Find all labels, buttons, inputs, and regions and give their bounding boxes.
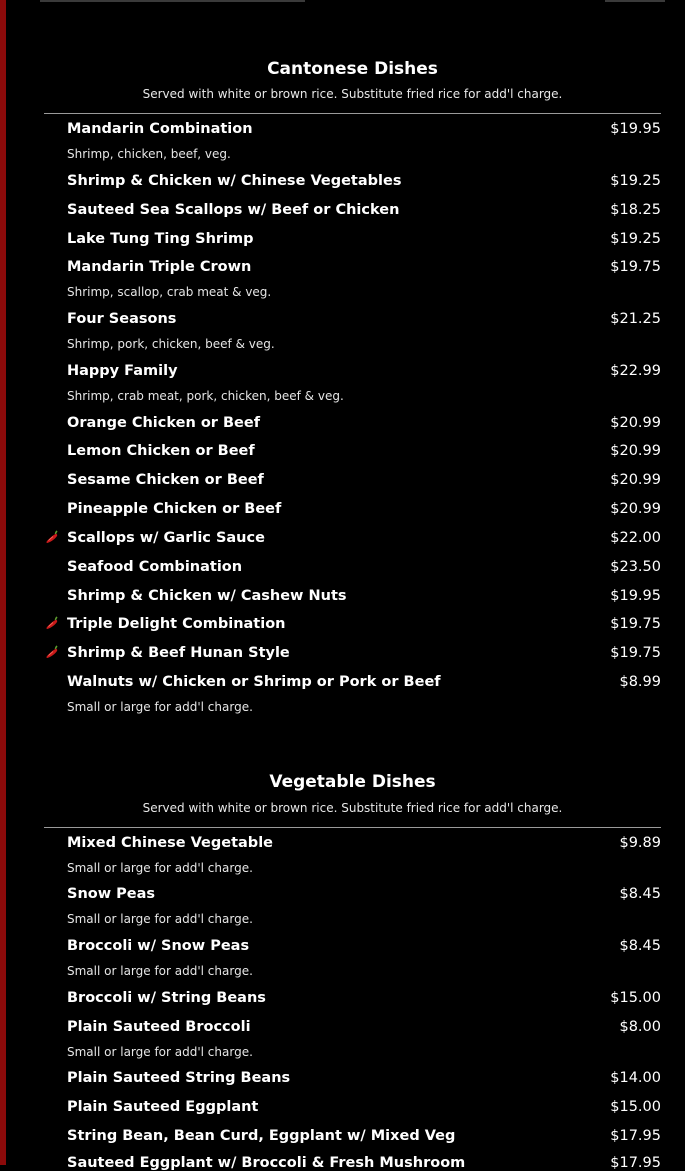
section-divider [44, 113, 661, 114]
item-price: $19.95 [610, 121, 661, 137]
item-price: $20.99 [610, 472, 661, 488]
item-price: $19.95 [610, 588, 661, 604]
item-description: Shrimp, crab meat, pork, chicken, beef & veg. [67, 389, 344, 403]
item-name: Four Seasons [67, 311, 177, 327]
item-name: Plain Sauteed String Beans [67, 1070, 291, 1086]
item-name: Mandarin Combination [67, 121, 253, 137]
item-name: Plain Sauteed Eggplant [67, 1099, 259, 1115]
item-name: Scallops w/ Garlic Sauce [67, 530, 265, 546]
item-price: $14.00 [610, 1070, 661, 1086]
item-name: Plain Sauteed Broccoli [67, 1019, 251, 1035]
section-title: Cantonese Dishes [267, 59, 438, 79]
item-name: Sesame Chicken or Beef [67, 472, 264, 488]
item-name: Shrimp & Chicken w/ Cashew Nuts [67, 588, 347, 604]
item-name: Triple Delight Combination [67, 616, 286, 632]
item-name: Sauteed Sea Scallops w/ Beef or Chicken [67, 202, 400, 218]
item-price: $19.75 [610, 645, 661, 661]
item-description: Small or large for add'l charge. [67, 1045, 253, 1059]
chili-pepper-icon [44, 529, 60, 545]
item-description: Shrimp, chicken, beef, veg. [67, 147, 231, 161]
item-price: $22.00 [610, 530, 661, 546]
item-description: Small or large for add'l charge. [67, 700, 253, 714]
section-title: Vegetable Dishes [269, 772, 436, 792]
item-name: Snow Peas [67, 886, 156, 902]
item-description: Shrimp, pork, chicken, beef & veg. [67, 337, 275, 351]
item-name: Shrimp & Chicken w/ Chinese Vegetables [67, 173, 402, 189]
item-name: Orange Chicken or Beef [67, 415, 261, 431]
item-name: Broccoli w/ Snow Peas [67, 938, 250, 954]
item-name: Mixed Chinese Vegetable [67, 835, 273, 851]
item-price: $21.25 [610, 311, 661, 327]
item-price: $18.25 [610, 202, 661, 218]
item-name: Sauteed Eggplant w/ Broccoli & Fresh Mushroom [67, 1155, 466, 1171]
item-price: $9.89 [619, 835, 661, 851]
item-name: String Bean, Bean Curd, Eggplant w/ Mixed Veg [67, 1128, 456, 1144]
item-price: $22.99 [610, 363, 661, 379]
item-description: Shrimp, scallop, crab meat & veg. [67, 285, 272, 299]
item-description: Small or large for add'l charge. [67, 912, 253, 926]
item-description: Small or large for add'l charge. [67, 964, 253, 978]
item-name: Pineapple Chicken or Beef [67, 501, 282, 517]
left-accent-bar [0, 0, 6, 1165]
section-subtitle: Served with white or brown rice. Substitute fried rice for add'l charge. [142, 87, 563, 101]
item-price: $20.99 [610, 415, 661, 431]
item-name: Happy Family [67, 363, 178, 379]
item-name: Lake Tung Ting Shrimp [67, 231, 254, 247]
chili-pepper-icon [44, 644, 60, 660]
section-divider [44, 827, 661, 828]
item-price: $20.99 [610, 443, 661, 459]
item-name: Seafood Combination [67, 559, 243, 575]
item-price: $8.99 [619, 674, 661, 690]
section-subtitle: Served with white or brown rice. Substitute fried rice for add'l charge. [142, 801, 563, 815]
item-price: $17.95 [610, 1128, 661, 1144]
item-price: $15.00 [610, 1099, 661, 1115]
item-price: $17.95 [610, 1155, 661, 1171]
item-name: Walnuts w/ Chicken or Shrimp or Pork or Beef [67, 674, 441, 690]
item-price: $19.75 [610, 259, 661, 275]
cropped-previous-row [40, 0, 665, 4]
item-price: $20.99 [610, 501, 661, 517]
item-price: $8.00 [619, 1019, 661, 1035]
item-price: $23.50 [610, 559, 661, 575]
item-name: Lemon Chicken or Beef [67, 443, 255, 459]
item-name: Shrimp & Beef Hunan Style [67, 645, 290, 661]
item-price: $19.75 [610, 616, 661, 632]
item-name: Mandarin Triple Crown [67, 259, 252, 275]
item-name: Broccoli w/ String Beans [67, 990, 266, 1006]
item-price: $19.25 [610, 173, 661, 189]
item-price: $8.45 [619, 938, 661, 954]
chili-pepper-icon [44, 615, 60, 631]
item-price: $15.00 [610, 990, 661, 1006]
item-price: $8.45 [619, 886, 661, 902]
item-price: $19.25 [610, 231, 661, 247]
item-description: Small or large for add'l charge. [67, 861, 253, 875]
